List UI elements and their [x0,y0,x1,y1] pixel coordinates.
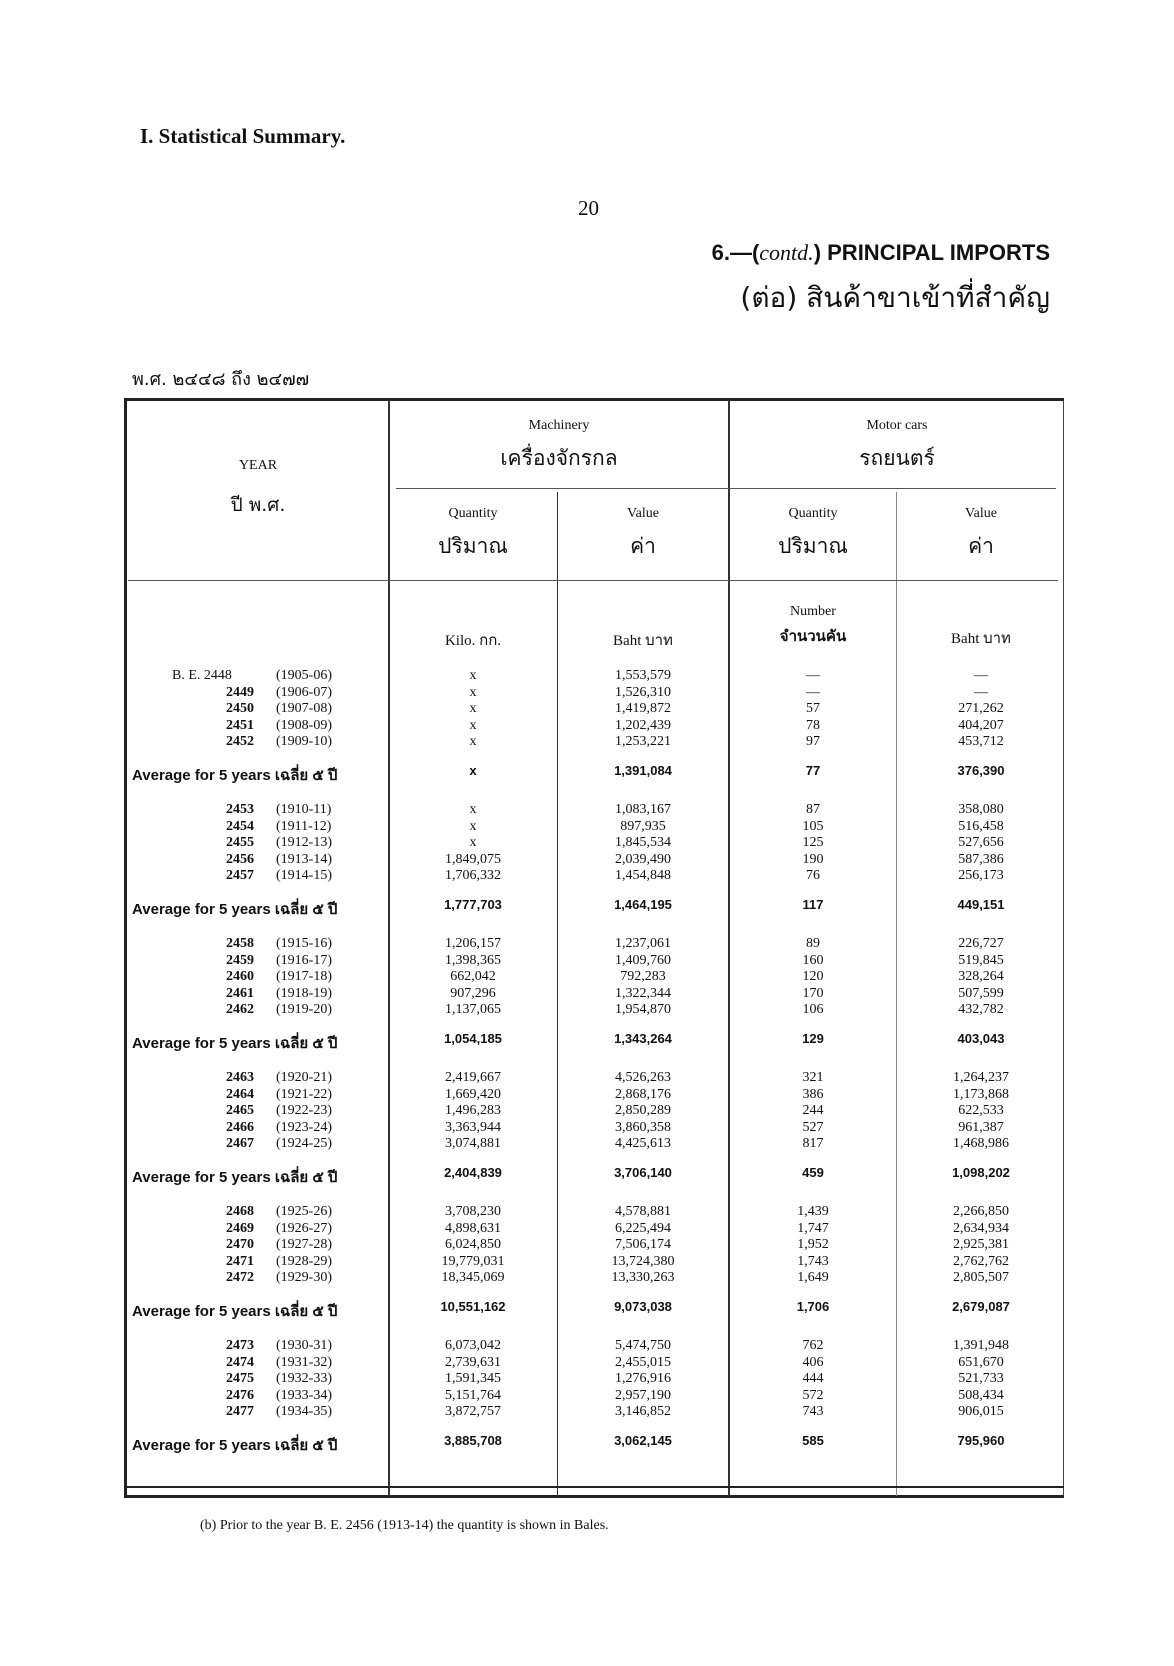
average-mv: 3,062,145 [614,1433,672,1448]
table-title-contd: contd. [759,240,814,265]
cell-cv: 651,670 [958,1354,1004,1370]
cell-cv: 432,782 [958,1002,1004,1018]
cell-cq: 87 [806,802,820,817]
year-be: 2471 [226,1253,254,1269]
cell-cv: 2,805,507 [953,1270,1009,1286]
page-number: 20 [578,196,599,220]
average-cv: 1,098,202 [952,1165,1010,1180]
year-be: 2475 [226,1371,254,1387]
header-motor-cars-thai: รถยนตร์ [859,446,935,470]
cell-mv: 2,957,190 [615,1387,671,1403]
year-be: 2468 [226,1204,254,1219]
cell-mq: 662,042 [450,969,496,985]
year-be: 2460 [226,969,254,985]
divider-machinery-sub [557,492,558,1496]
unit-number-thai: จำนวนคัน [779,627,847,645]
average-mv: 1,391,084 [614,763,672,778]
cell-cv: 271,262 [958,701,1004,717]
cell-mv: 792,283 [620,969,666,985]
cell-mq: 3,363,944 [445,1119,501,1135]
year-be: 2456 [226,851,254,867]
average-cv: 376,390 [957,763,1005,778]
cell-cq: 106 [802,1002,824,1018]
year-ce: (1933-34) [276,1387,332,1403]
year-ce: (1905-06) [276,668,332,683]
header-year: YEAR [238,458,278,473]
cell-cv: 1,391,948 [953,1338,1009,1353]
year-be: 2454 [226,818,254,834]
header-machinery-quantity: Quantity [448,506,498,521]
cell-mq: 6,024,850 [445,1237,501,1253]
year-ce: (1932-33) [276,1371,332,1387]
average-cq: 117 [802,897,824,912]
year-ce: (1922-23) [276,1103,332,1119]
cell-cq: 244 [802,1103,824,1119]
cell-mq: x [469,802,477,817]
cell-mv: 2,455,015 [615,1354,671,1370]
cell-cv: 1,264,237 [953,1070,1009,1085]
cell-mq: x [469,734,477,750]
cell-cq: 105 [802,818,824,834]
cell-mv: 3,146,852 [615,1404,671,1420]
year-ce: (1916-17) [276,952,332,968]
cell-cq: 762 [802,1338,824,1353]
cell-mv: 1,954,870 [615,1002,671,1018]
year-ce: (1930-31) [276,1338,332,1353]
cell-cq: 1,439 [797,1204,829,1219]
cell-mv: 4,425,613 [615,1136,671,1152]
cell-mq: 19,779,031 [441,1253,505,1269]
average-cq: 77 [805,763,821,778]
year-ce: (1934-35) [276,1404,332,1420]
year-ce: (1927-28) [276,1237,332,1253]
cell-mv: 1,202,439 [615,717,671,733]
average-cq: 129 [802,1031,824,1046]
cell-mq: 907,296 [450,985,496,1001]
year-ce: (1928-29) [276,1253,332,1269]
cell-cq: 1,952 [797,1237,829,1253]
cell-mq: x [469,717,477,733]
cell-mq: x [469,818,477,834]
average-cv: 403,043 [957,1031,1005,1046]
cell-mv: 7,506,174 [615,1237,671,1253]
cell-mv: 4,526,263 [615,1070,671,1085]
cell-cv: 521,733 [958,1371,1004,1387]
cell-cq: 1,649 [797,1270,829,1286]
average-mv: 9,073,038 [614,1299,672,1314]
header-machinery-quantity-thai: ปริมาณ [438,534,508,558]
average-mq: 1,054,185 [444,1031,502,1046]
year-be: 2457 [226,868,254,884]
header-machinery: Machinery [528,418,590,433]
unit-number: Number [790,604,836,619]
cell-cv: 587,386 [958,851,1004,867]
year-be: 2467 [226,1136,254,1152]
year-ce: (1925-26) [276,1204,332,1219]
average-cv: 795,960 [957,1433,1005,1448]
cell-cv: 507,599 [958,985,1004,1001]
unit-baht: Baht บาท [613,633,673,649]
cell-mq: 1,849,075 [445,851,501,867]
year-ce: (1907-08) [276,701,332,717]
average-mv: 3,706,140 [614,1165,672,1180]
average-cq: 1,706 [796,1299,830,1314]
year-be: 2470 [226,1237,254,1253]
year-be: 2472 [226,1270,254,1286]
cell-cq: 527 [802,1119,824,1135]
year-ce: (1913-14) [276,851,332,867]
cell-mq: 3,074,881 [445,1136,501,1152]
cell-cv: 516,458 [958,818,1004,834]
cell-cq: 125 [802,835,824,851]
year-be: 2473 [226,1338,254,1353]
year-be: 2462 [226,1002,254,1018]
table-title-thai: (ต่อ) สินค้าขาเข้าที่สำคัญ [740,281,1050,314]
average-mq: 3,885,708 [444,1433,502,1448]
table-title-number: 6.—( [711,240,760,265]
cell-cq: 160 [802,952,824,968]
unit-kilo: Kilo. กก. [444,633,502,649]
year-ce: (1914-15) [276,868,332,884]
cell-cv: 519,845 [958,952,1004,968]
cell-cv: 226,727 [958,936,1004,951]
cell-mv: 1,322,344 [615,985,671,1001]
cell-mq: 2,739,631 [445,1354,501,1370]
cell-cv: 961,387 [958,1119,1004,1135]
cell-cq: 321 [802,1070,824,1085]
cell-cq: 743 [802,1404,824,1420]
cell-cq: — [806,668,820,683]
cell-mv: 13,724,380 [611,1253,675,1269]
header-motor-cars: Motor cars [866,418,928,433]
average-mv: 1,464,195 [614,897,672,912]
cell-cq: — [806,684,820,700]
average-label: Average for 5 years เฉลี่ย ๕ ปี [132,1437,338,1454]
year-ce: (1923-24) [276,1119,332,1135]
cell-mv: 1,454,848 [615,868,671,884]
cell-mv: 897,935 [620,818,666,834]
year-be: 2469 [226,1220,254,1236]
cell-cv: 508,434 [958,1387,1004,1403]
cell-cq: 386 [802,1086,824,1102]
cell-mq: x [469,701,477,717]
cell-cq: 78 [806,717,820,733]
cell-cv: 2,925,381 [953,1237,1009,1253]
divider-motor-sub [896,492,897,1496]
table-title-english [712,240,1050,266]
cell-mv: 1,526,310 [615,684,671,700]
cell-mq: 18,345,069 [441,1270,505,1286]
cell-mv: 1,253,221 [615,734,671,750]
cell-mq: x [469,684,477,700]
year-be: 2455 [226,835,254,851]
header-bottom-rule [128,580,1058,581]
cell-mv: 5,474,750 [615,1338,671,1353]
cell-cv: 453,712 [958,734,1004,750]
average-cq: 585 [802,1433,824,1448]
year-be: 2449 [226,684,254,700]
cell-cv: 2,266,850 [953,1204,1009,1219]
average-mq: x [469,763,477,778]
year-ce: (1918-19) [276,985,332,1001]
cell-mq: 4,898,631 [445,1220,501,1236]
cell-mv: 6,225,494 [615,1220,671,1236]
cell-cq: 1,743 [797,1253,829,1269]
cell-mq: 1,496,283 [445,1103,501,1119]
year-be: 2463 [226,1070,254,1085]
cell-mv: 1,276,916 [615,1371,671,1387]
cell-cq: 120 [802,969,824,985]
divider-machinery [728,400,730,1496]
cell-cq: 817 [802,1136,824,1152]
year-ce: (1906-07) [276,684,332,700]
period-label: พ.ศ. ๒๔๔๘ ถึง ๒๔๗๗ [132,369,310,390]
cell-mq: 3,708,230 [445,1204,501,1219]
footnote: (b) Prior to the year B. E. 2456 (1913-14) the quantity is shown in Bales. [200,1518,609,1533]
cell-mq: 3,872,757 [445,1404,501,1420]
cell-cv: 358,080 [958,802,1004,817]
table-title-text: ) PRINCIPAL IMPORTS [813,240,1050,265]
year-ce: (1931-32) [276,1354,332,1370]
table-bottom-rule [124,1486,1064,1488]
year-ce: (1909-10) [276,734,332,750]
year-be: 2452 [226,734,254,750]
header-machinery-value-thai: ค่า [630,534,656,558]
cell-cv: 1,173,868 [953,1086,1009,1102]
cell-mq: 1,398,365 [445,952,501,968]
header-motor-value: Value [965,506,997,521]
cell-cv: 2,634,934 [953,1220,1009,1236]
cell-mq: 6,073,042 [445,1338,501,1353]
year-ce: (1926-27) [276,1220,332,1236]
cell-mv: 1,237,061 [615,936,671,951]
header-machinery-value: Value [627,506,659,521]
year-be: 2451 [226,717,254,733]
average-label: Average for 5 years เฉลี่ย ๕ ปี [132,901,338,918]
average-label: Average for 5 years เฉลี่ย ๕ ปี [132,1035,338,1052]
cell-cv: — [974,668,988,683]
cell-cq: 170 [802,985,824,1001]
cell-mv: 1,419,872 [615,701,671,717]
cell-cq: 89 [806,936,820,951]
year-ce: (1912-13) [276,835,332,851]
year-be: 2458 [226,936,254,951]
year-be: 2453 [226,802,254,817]
cell-cv: 2,762,762 [953,1253,1009,1269]
year-ce: (1915-16) [276,936,332,951]
average-mv: 1,343,264 [614,1031,672,1046]
cell-cv: 256,173 [958,868,1004,884]
average-cv: 449,151 [957,897,1005,912]
year-be: 2465 [226,1103,254,1119]
average-mq: 10,551,162 [440,1299,506,1314]
cell-mq: 2,419,667 [445,1070,501,1085]
cell-mq: x [469,835,477,851]
cell-cq: 572 [802,1387,824,1403]
cell-mv: 4,578,881 [615,1204,671,1219]
cell-mq: x [469,668,477,683]
average-label: Average for 5 years เฉลี่ย ๕ ปี [132,1303,338,1320]
cell-cq: 406 [802,1354,824,1370]
year-be: 2474 [226,1354,254,1370]
year-ce: (1919-20) [276,1002,332,1018]
cell-cv: 527,656 [958,835,1004,851]
cell-mv: 3,860,358 [615,1119,671,1135]
cell-cv: 622,533 [958,1103,1004,1119]
header-subrule [396,488,1056,489]
cell-mv: 13,330,263 [611,1270,675,1286]
cell-mq: 1,669,420 [445,1086,501,1102]
year-be: 2464 [226,1086,254,1102]
year-ce: (1929-30) [276,1270,332,1286]
year-ce: (1924-25) [276,1136,332,1152]
year-be: 2459 [226,952,254,968]
average-cq: 459 [802,1165,824,1180]
year-be: 2476 [226,1387,254,1403]
cell-mv: 2,039,490 [615,851,671,867]
header-year-thai: ปี พ.ศ. [230,494,286,516]
average-label: Average for 5 years เฉลี่ย ๕ ปี [132,767,338,784]
cell-mv: 2,868,176 [615,1086,671,1102]
cell-mq: 1,706,332 [445,868,501,884]
year-be: 2466 [226,1119,254,1135]
header-motor-quantity: Quantity [788,506,838,521]
unit-baht-motor: Baht บาท [951,631,1011,647]
cell-cq: 1,747 [797,1220,829,1236]
header-machinery-thai: เครื่องจักรกล [500,446,618,470]
average-cv: 2,679,087 [952,1299,1010,1314]
cell-mq: 1,206,157 [445,936,501,951]
year-be: B. E. 2448 [172,668,232,683]
cell-cq: 190 [802,851,824,867]
cell-mv: 1,409,760 [615,952,671,968]
average-mq: 2,404,839 [444,1165,502,1180]
cell-cq: 76 [806,868,820,884]
cell-mv: 1,845,534 [615,835,671,851]
cell-cq: 97 [806,734,820,750]
cell-mv: 2,850,289 [615,1103,671,1119]
cell-mq: 1,591,345 [445,1371,501,1387]
cell-mq: 5,151,764 [445,1387,501,1403]
cell-mq: 1,137,065 [445,1002,501,1018]
year-be: 2477 [226,1404,254,1420]
year-ce: (1921-22) [276,1086,332,1102]
cell-mv: 1,083,167 [615,802,671,817]
average-mq: 1,777,703 [444,897,502,912]
header-motor-value-thai: ค่า [968,534,994,558]
year-be: 2450 [226,701,254,717]
cell-mv: 1,553,579 [615,668,671,683]
year-ce: (1917-18) [276,969,332,985]
cell-cv: 1,468,986 [953,1136,1009,1152]
year-ce: (1910-11) [276,802,332,817]
year-ce: (1920-21) [276,1070,332,1085]
cell-cv: 404,207 [958,717,1004,733]
cell-cq: 57 [806,701,820,717]
divider-year [388,400,390,1496]
cell-cv: — [974,684,988,700]
cell-cv: 906,015 [958,1404,1004,1420]
header-motor-quantity-thai: ปริมาณ [778,534,848,558]
year-be: 2461 [226,985,254,1001]
cell-cq: 444 [802,1371,824,1387]
year-ce: (1911-12) [276,818,332,834]
year-ce: (1908-09) [276,717,332,733]
cell-cv: 328,264 [958,969,1004,985]
section-title: I. Statistical Summary. [140,124,346,148]
average-label: Average for 5 years เฉลี่ย ๕ ปี [132,1169,338,1186]
